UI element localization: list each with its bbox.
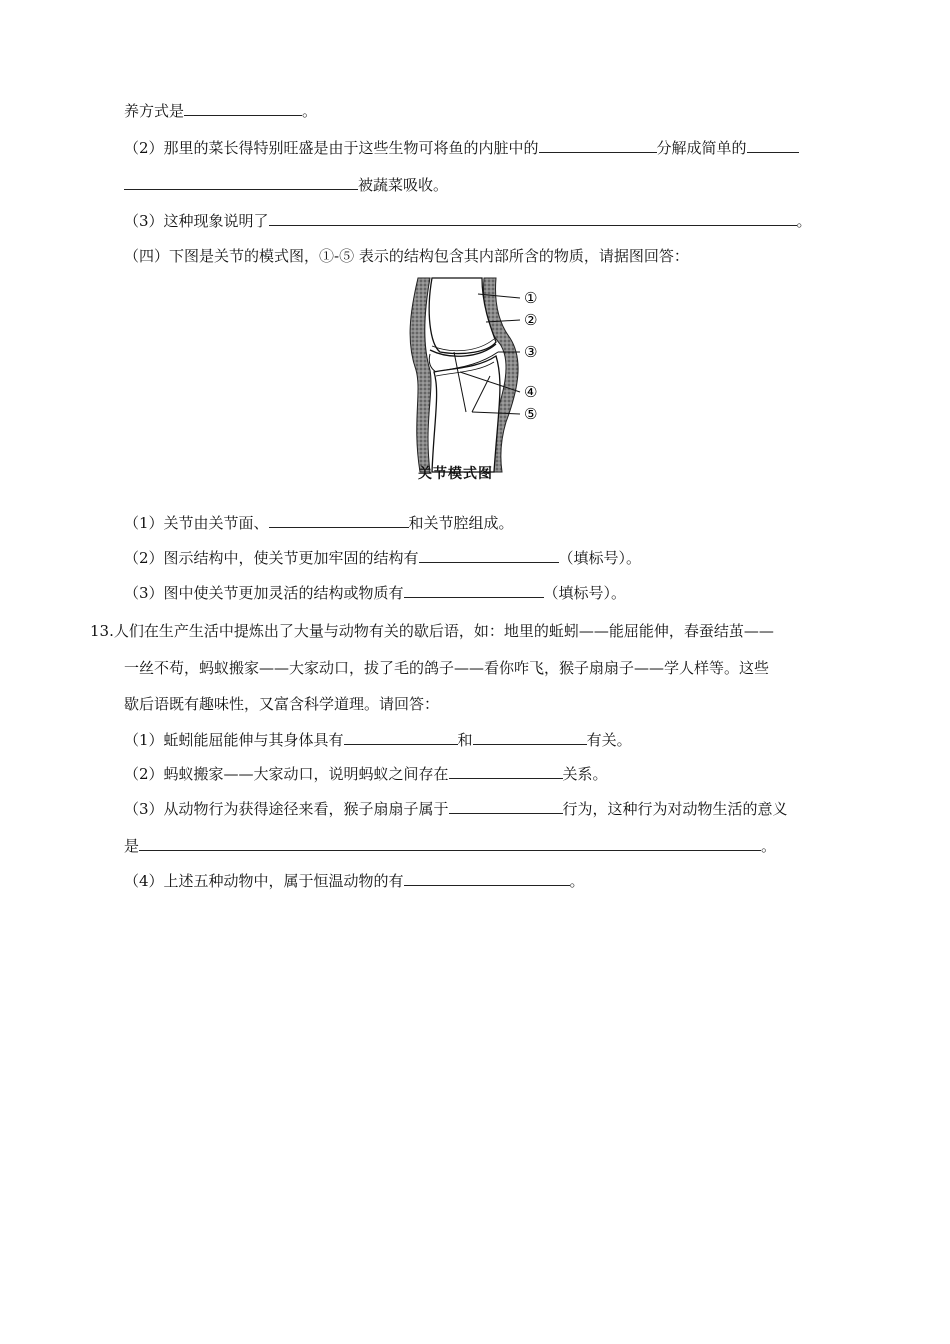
text: （填标号）。	[543, 584, 627, 602]
text: 。	[569, 872, 585, 890]
figure-caption: 关节模式图	[418, 466, 493, 482]
text: 关系。	[562, 765, 608, 783]
text: 。	[796, 212, 812, 230]
line-4	[124, 211, 812, 231]
line-13	[124, 764, 608, 784]
line-5: （四）下图是关节的模式图，①-⑤ 表示的结构包含其内部所含的物质，请据图回答：	[124, 247, 689, 265]
answer-blank[interactable]	[419, 548, 559, 563]
text: 行为，这种行为对动物生活的意义	[562, 800, 788, 818]
text: （2）那里的菜长得特别旺盛是由于这些生物可将鱼的内脏中的	[124, 139, 539, 157]
question-13-line-1: 13.人们在生产生活中提炼出了大量与动物有关的歇后语，如：地里的蚯蚓——能屈能伸，春蚕结茧——	[90, 622, 774, 640]
label-2: ②	[524, 311, 538, 329]
line-14	[124, 799, 788, 819]
text: 和	[457, 731, 473, 749]
line-1	[124, 101, 317, 121]
text: （3）从动物行为获得途径来看，猴子扇扇子属于	[124, 800, 449, 818]
text: （4）上述五种动物中，属于恒温动物的有	[124, 872, 404, 890]
answer-blank[interactable]	[747, 138, 799, 153]
text: （1）蚯蚓能屈能伸与其身体具有	[124, 731, 344, 749]
text: （2）蚂蚁搬家——大家动口，说明蚂蚁之间存在	[124, 765, 449, 783]
text: 是	[124, 837, 140, 855]
text: 分解成简单的	[656, 139, 747, 157]
line-16	[124, 871, 585, 891]
text: （1）关节由关节面、	[124, 514, 269, 532]
line-12	[124, 730, 632, 750]
answer-blank[interactable]	[184, 101, 302, 116]
label-3: ③	[524, 343, 538, 361]
label-4: ④	[524, 383, 538, 401]
answer-blank[interactable]	[124, 175, 358, 190]
text: 。	[761, 837, 777, 855]
text: （3）图中使关节更加灵活的结构或物质有	[124, 584, 404, 602]
answer-blank[interactable]	[449, 764, 563, 779]
text: 被蔬菜吸收。	[358, 176, 449, 194]
answer-blank[interactable]	[539, 138, 657, 153]
question-13-line-2: 一丝不苟，蚂蚁搬家——大家动口，拔了毛的鸽子——看你咋飞，猴子扇扇子——学人样等。这些	[124, 659, 770, 677]
line-8	[124, 583, 626, 603]
answer-blank[interactable]	[404, 871, 570, 886]
answer-blank[interactable]	[269, 211, 797, 226]
answer-blank[interactable]	[473, 730, 587, 745]
answer-blank[interactable]	[449, 799, 563, 814]
line-3	[124, 175, 448, 195]
line-6	[124, 513, 514, 533]
joint-diagram	[400, 272, 550, 484]
answer-blank[interactable]	[344, 730, 458, 745]
line-15	[124, 836, 776, 856]
label-5: ⑤	[524, 405, 538, 423]
question-13-line-3: 歇后语既有趣味性，又富含科学道理。请回答：	[124, 695, 440, 713]
text: （填标号）。	[558, 549, 642, 567]
line-2	[124, 138, 799, 158]
text: 有关。	[586, 731, 632, 749]
text: 养方式是	[124, 102, 185, 120]
text: （3）这种现象说明了	[124, 212, 269, 230]
answer-blank[interactable]	[269, 513, 409, 528]
text: （2）图示结构中，使关节更加牢固的结构有	[124, 549, 419, 567]
answer-blank[interactable]	[404, 583, 544, 598]
label-1: ①	[524, 289, 538, 307]
line-7	[124, 548, 641, 568]
text: 。	[302, 102, 318, 120]
answer-blank[interactable]	[139, 836, 761, 851]
text: 和关节腔组成。	[408, 514, 514, 532]
